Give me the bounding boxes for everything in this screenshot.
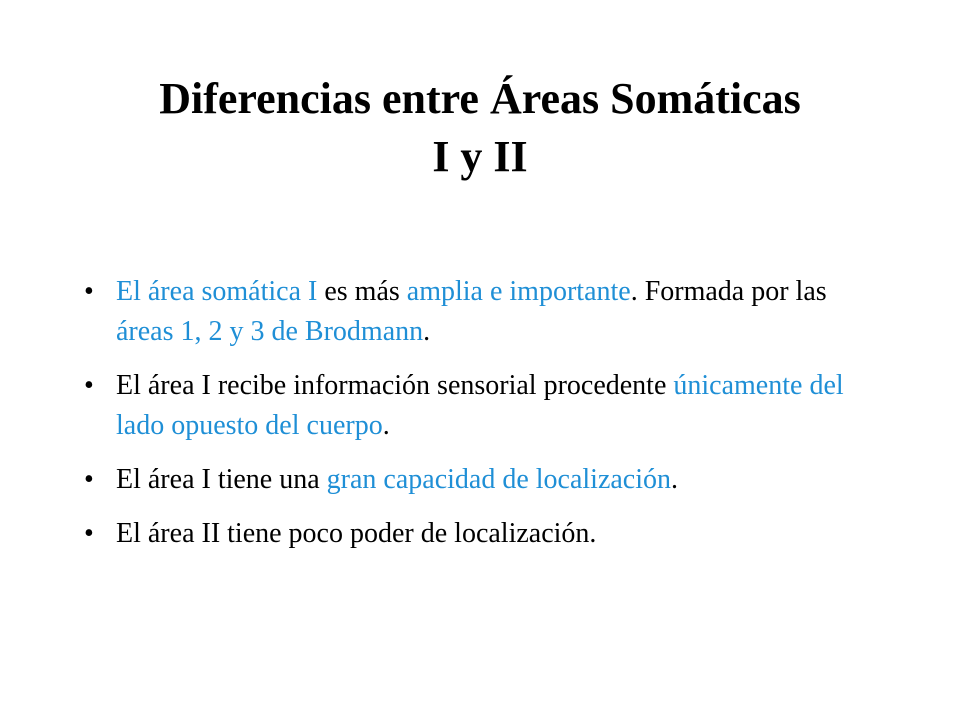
bullet-item-4 <box>80 514 880 554</box>
bullet-1-highlight-1: El área somática I <box>116 276 318 307</box>
bullet-1-text-1: es más <box>317 276 407 307</box>
bullet-item-2 <box>80 366 880 446</box>
bullet-marker: • <box>84 518 94 549</box>
bullet-4-text-1: El área II tiene poco poder de localización. <box>116 518 597 549</box>
bullet-3-text-2: . <box>671 464 679 495</box>
bullet-1-text-3: . <box>423 316 431 347</box>
bullet-item-3 <box>80 460 880 500</box>
title-line-2: I y II <box>432 132 528 181</box>
bullet-2-highlight-1: únicamente del lado opuesto del cuerpo <box>116 370 844 441</box>
bullet-2-text-1: El área I recibe información sensorial procedente <box>116 370 674 401</box>
bullet-1-highlight-2: amplia e importante <box>406 276 631 307</box>
bullet-1-text-2: . Formada por las <box>630 276 827 307</box>
bullet-marker: • <box>84 276 94 307</box>
bullet-1-highlight-3: áreas 1, 2 y 3 de Brodmann <box>116 316 424 347</box>
slide-title <box>60 70 900 186</box>
bullet-marker: • <box>84 370 94 401</box>
bullet-3-highlight-1: gran capacidad de localización <box>326 464 672 495</box>
bullet-3-text-1: El área I tiene una <box>116 464 327 495</box>
title-line-1: Diferencias entre Áreas Somáticas <box>159 74 801 123</box>
bullet-2-text-2: . <box>382 410 390 441</box>
bullet-item-1 <box>80 272 880 352</box>
bullet-marker: • <box>84 464 94 495</box>
bullet-list <box>80 272 880 568</box>
